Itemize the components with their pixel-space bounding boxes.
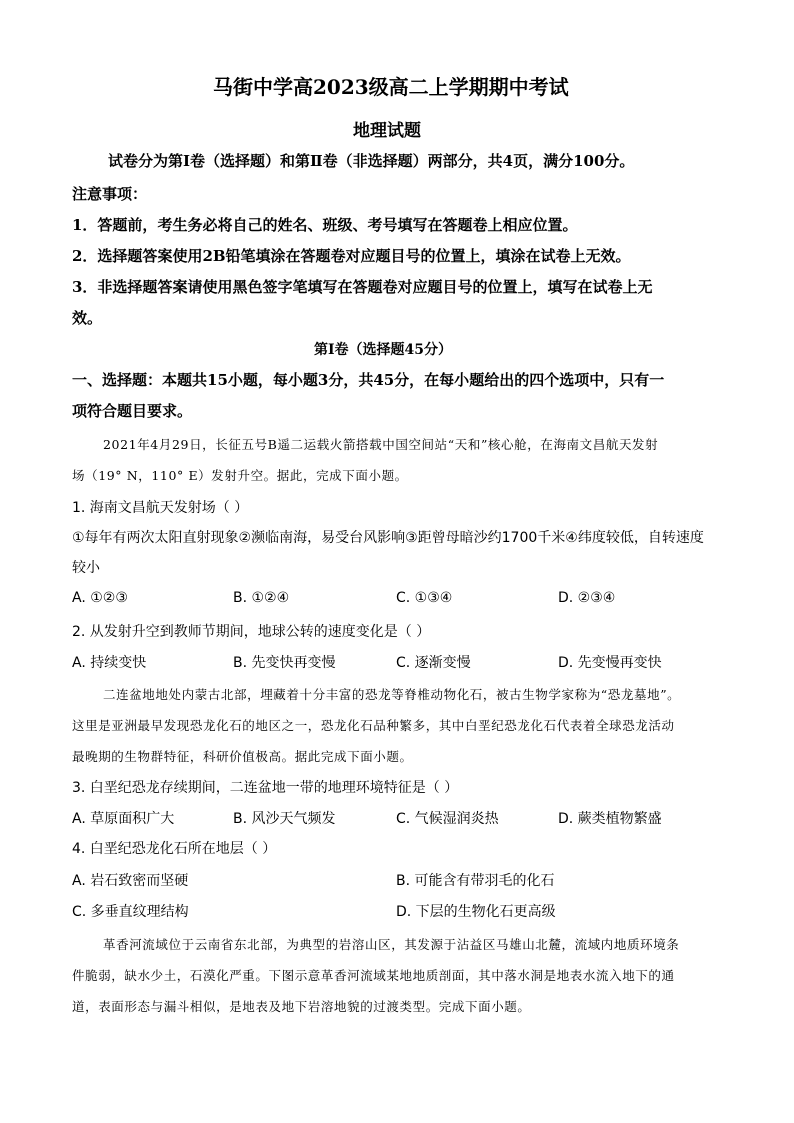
subject-title: 地理试题 <box>353 121 421 141</box>
question-1-option-a: A. ①②③ <box>72 590 128 606</box>
passage3-line1: 革香河流域位于云南省东北部，为典型的岩溶山区，其发源于沾益区马雄山北麓，流域内地质环境条 <box>103 937 680 952</box>
question-4-option-c: C. 多垂直纹理结构 <box>72 904 189 920</box>
question-4-option-a: A. 岩石致密而坚硬 <box>72 873 189 889</box>
passage2-line3: 最晚期的生物群特征，科研价值极高。据此完成下面小题。 <box>72 749 413 764</box>
question-2-option-c: C. 逐渐变慢 <box>396 655 471 671</box>
question-3-option-a: A. 草原面积广大 <box>72 811 175 827</box>
passage1-line2: 场（19° N，110° E）发射升空。据此，完成下面小题。 <box>72 468 408 483</box>
passage2-line1: 二连盆地地处内蒙古北部，埋藏着十分丰富的恐龙等脊椎动物化石，被古生物学家称为“恐龙墓地”。 <box>103 687 681 702</box>
passage3-line3: 道，表面形态与漏斗相似，是地表及地下岩溶地貌的过渡类型。完成下面小题。 <box>72 999 531 1014</box>
notice-item-1: 1．答题前，考生务必将自己的姓名、班级、考号填写在答题卷上相应位置。 <box>72 216 578 234</box>
question-3-option-b: B. 风沙天气频发 <box>233 811 336 827</box>
part1-heading: 第Ⅰ卷（选择题45分） <box>314 342 453 358</box>
question-3-option-d: D. 蕨类植物繁盛 <box>558 811 662 827</box>
question-3-stem: 3. 白垩纪恐龙存续期间，二连盆地一带的地理环境特征是（ ） <box>72 780 459 796</box>
section-instructions-cont: 项符合题目要求。 <box>72 402 193 420</box>
question-2-option-d: D. 先变慢再变快 <box>558 655 662 671</box>
notice-item-2: 2．选择题答案使用2B铅笔填涂在答题卷对应题目号的位置上，填涂在试卷上无效。 <box>72 247 631 265</box>
question-4-stem: 4. 白垩纪恐龙化石所在地层（ ） <box>72 841 277 857</box>
exam-intro: 试卷分为第Ⅰ卷（选择题）和第Ⅱ卷（非选择题）两部分，共4页，满分100分。 <box>108 152 635 170</box>
question-1-option-d: D. ②③④ <box>558 590 616 606</box>
passage2-line2: 这里是亚洲最早发现恐龙化石的地区之一，恐龙化石品种繁多，其中白垩纪恐龙化石代表着全球恐龙活动 <box>72 718 675 733</box>
question-2-option-a: A. 持续变快 <box>72 655 147 671</box>
question-1-statements-cont: 较小 <box>72 560 100 576</box>
question-1-stem: 1. 海南文昌航天发射场（ ） <box>72 500 249 516</box>
question-1-option-b: B. ①②④ <box>233 590 290 606</box>
question-2-option-b: B. 先变快再变慢 <box>233 655 336 671</box>
section-instructions: 一、选择题：本题共15小题，每小题3分，共45分，在每小题给出的四个选项中，只有一 <box>72 371 665 389</box>
question-1-statements: ①每年有两次太阳直射现象②濒临南海，易受台风影响③距曾母暗沙约1700千米④纬度较低，自转速度 <box>72 530 704 546</box>
notice-item-3-cont: 效。 <box>72 309 103 327</box>
notice-heading: 注意事项： <box>72 185 148 203</box>
passage3-line2: 件脆弱，缺水少土，石漠化严重。下图示意革香河流域某地地质剖面，其中落水洞是地表水流入地下的通 <box>72 968 675 983</box>
passage1-line1: 2021年4月29日，长征五号B遥二运载火箭搭载中国空间站“天和”核心舱，在海南文昌航天发射 <box>103 437 659 452</box>
question-4-option-d: D. 下层的生物化石更高级 <box>396 904 556 920</box>
question-2-stem: 2. 从发射升空到教师节期间，地球公转的速度变化是（ ） <box>72 624 431 640</box>
notice-item-3: 3．非选择题答案请使用黑色签字笔填写在答题卷对应题目号的位置上，填写在试卷上无 <box>72 278 653 296</box>
question-3-option-c: C. 气候湿润炎热 <box>396 811 499 827</box>
question-1-option-c: C. ①③④ <box>396 590 453 606</box>
exam-title: 马街中学高2023级高二上学期期中考试 <box>213 75 569 99</box>
question-4-option-b: B. 可能含有带羽毛的化石 <box>396 873 555 889</box>
